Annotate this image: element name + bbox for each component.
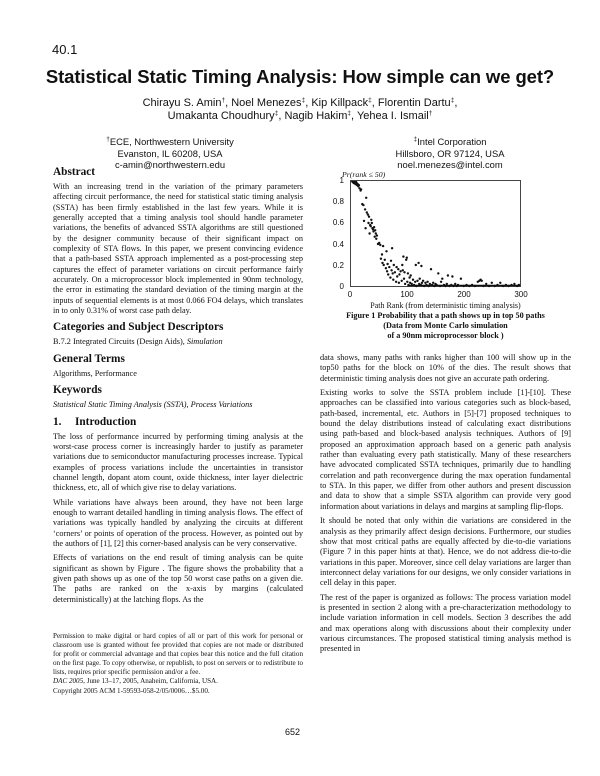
y-tick: 0.2 xyxy=(332,261,344,270)
intro-paragraph: Existing works to solve the SSTA problem include [1]-[10]. These approaches can be classified into various categories such as block-based, path-based, incremental, etc. Authors in [5]-[7] proposed techniques to bound the delay distributions instead of calculating exact distributions using path-based and block-based analysis techniques. Authors of [9] proposed an approximation approach based on a generic path analysis rather than evaluating every path statistically. Many of these researchers have advocated complicated SSTA techniques, primarily due to handling correlation and path reconvergence during the max operation fundamental to STA. In this paper, we differ from other authors and present discussion and data to show that a simple SSTA algorithm can provide very good information about variations in delays and margins at sampling flip-flops. xyxy=(320,388,571,511)
affiliation-mark: ‡ xyxy=(413,136,418,143)
conference-line xyxy=(53,677,303,686)
caption-line: of a 90nm microprocessor block ) xyxy=(387,331,504,340)
categories-italic: Simulation xyxy=(186,337,223,347)
affiliation-org: ECE, Northwestern University xyxy=(109,136,234,147)
intro-paragraph: The rest of the paper is organized as follows: The process variation model is presented in section 2 along with a pre-characterization methodology to include variation information in cell models. Section 3 describes the add and max operations along with discussions about their complexity under various circumstances. The proposed statistical timing analysis method is presented in xyxy=(320,592,571,654)
author-line-2: Umakanta Choudhury‡, Nagib Hakim‡, Yehea I. Ismail† xyxy=(167,110,433,122)
affiliation-mark: † xyxy=(221,97,226,104)
y-tick: 0.6 xyxy=(332,218,344,227)
general-terms-heading: General Terms xyxy=(53,352,125,365)
section-number: 1. xyxy=(53,415,62,428)
abstract-text: With an increasing trend in the variation of the primary parameters affecting circuit performance, the need for statistical static timing analysis (SSTA) has been firmly established in the last few years. While it is generally accepted that a timing analysis tool should handle parameter variations, the benefits of advanced SSTA algorithms are still questioned by the designer community because of their significant impact on complexity of STA flows. In this paper, we present convincing evidence that a path-based SSTA approach implemented as a post-processing step captures the effect of parameter variations on circuit performance fairly accurately. On a microprocessor block implemented in 90nm technology, the error in estimating the standard deviation of the timing margin at the inputs of sequential elements is at most 0.066 FO4 delays, which translates in to only 0.31% of worst case path delay. xyxy=(53,182,303,316)
affiliation-intel xyxy=(350,136,550,171)
page-number: 652 xyxy=(285,727,301,737)
affiliation-address: Evanston, IL 60208, USA xyxy=(117,147,223,159)
caption-line: Figure 1 Probability that a path shows up in top 50 paths xyxy=(346,311,545,320)
scatter-plot xyxy=(350,180,521,287)
author: Yehea I. Ismail xyxy=(356,110,429,122)
affiliation-mark: ‡ xyxy=(347,110,352,117)
section-title: Introduction xyxy=(75,415,137,428)
author: Kip Killpack xyxy=(311,97,369,109)
permission-text: Permission to make digital or hard copies of all or part of this work for personal or classroom use is granted without fee provided that copies are not made or distributed for profit or commercial advantage and that copies bear this notice and the full citation on the first page. To copy otherwise, or republish, to post on servers or to redistribute to lists, requires prior specific permission and/or a fee. xyxy=(53,632,303,677)
x-tick: 100 xyxy=(400,290,414,299)
keywords-text: Statistical Static Timing Analysis (SSTA), Process Variations xyxy=(53,400,253,410)
author-line-1: Chirayu S. Amin†, Noel Menezes‡, Kip Killpack‡, Florentin Dartu‡, xyxy=(142,97,458,109)
categories-text xyxy=(53,337,303,347)
y-tick: 0.8 xyxy=(332,197,344,206)
author-list xyxy=(0,97,600,123)
affiliation-mark: ‡ xyxy=(450,97,455,104)
intro-paragraph: While variations have always been around, they have not been large enough to warrant detailed handling in timing analysis flows. The effect of variations was typically handled by analyzing the circuits at different ‘corners’ or points of operation of the process. However, as pointed out by the authors of [1], [2] this corner-based analysis can be very conservative. xyxy=(53,497,303,548)
caption-line: (Data from Monte Carlo simulation xyxy=(383,321,508,330)
paper-title: Statistical Static Timing Analysis: How simple can we get? xyxy=(45,66,555,87)
categories-heading: Categories and Subject Descriptors xyxy=(53,321,224,334)
affiliation-mark: † xyxy=(106,136,110,143)
categories-value: B.7.2 Integrated Circuits (Design Aids), xyxy=(53,337,187,347)
intro-paragraph: The loss of performance incurred by performing timing analysis at the worst-case process corner is increasingly harder to justify as parameter variations due to semiconductor manufacturing processes increase. Typical examples of process variations include the uncertainties in transistor channel length, dopant atom count, oxide thickness, inter layer dielectric thickness, etc, all of which give rise to delay variations. xyxy=(53,431,303,493)
y-tick: 0.4 xyxy=(332,240,344,249)
conference-details: , June 13–17, 2005, Anaheim, California, USA. xyxy=(83,677,218,686)
introduction-heading xyxy=(53,416,303,429)
author-email[interactable]: noel.menezes@intel.com xyxy=(397,159,503,171)
x-tick: 0 xyxy=(347,290,353,299)
x-tick: 300 xyxy=(514,290,528,299)
scatter-points xyxy=(351,181,522,288)
figure-1 xyxy=(320,170,571,350)
right-column xyxy=(320,353,571,659)
x-axis-label: Path Rank (from deterministic timing analysis) xyxy=(370,301,521,310)
conference-name: DAC 2005 xyxy=(53,677,84,686)
copyright-line: Copyright 2005 ACM 1-59593-058-2/05/0006…$5.00. xyxy=(53,686,210,695)
affiliation-mark: ‡ xyxy=(368,97,372,104)
session-number: 40.1 xyxy=(52,42,78,57)
affiliation-mark: † xyxy=(428,110,433,117)
y-tick: 0 xyxy=(339,282,344,291)
author-email[interactable]: c-amin@northwestern.edu xyxy=(114,159,226,171)
intro-paragraph: data shows, many paths with ranks higher than 100 will show up in the top50 paths for the block on 10% of the dies. The result shows that deterministic timing analysis does not give an accurate path ordering. xyxy=(320,353,571,383)
y-axis-label: Pr(rank ≤ 50) xyxy=(342,170,386,179)
affiliation-address: Hillsboro, OR 97124, USA xyxy=(395,147,505,159)
intro-paragraph: It should be noted that only within die variations are considered in the analysis as they primarily affect design decisions. Furthermore, our studies show that most critical paths are equally affected by die-to-die variations (Figure 7 in this paper hints at that). Hence, we do not address die-to-die variations in this paper. Moreover, since cell delay variations are larger than interconnect delay variations for our designs, we only consider variations in cell delay in this paper. xyxy=(320,516,571,588)
author: Florentin Dartu xyxy=(377,97,451,109)
author: Chirayu S. Amin xyxy=(142,97,222,109)
intro-paragraph: Effects of variations on the end result of timing analysis can be quite significant as shown by Figure . The figure shows the probability that a given path shows up as one of the top 50 worst case paths on a given die. The paths are ranked on the x-axis by margins (calculated deterministically) at the latching flops. As the xyxy=(53,553,303,604)
permission-notice xyxy=(53,632,303,696)
y-tick: 1 xyxy=(339,176,344,185)
affiliation-mark: ‡ xyxy=(274,110,279,117)
general-terms-text: Algorithms, Performance xyxy=(53,368,137,378)
affiliation-mark: ‡ xyxy=(301,97,306,104)
keywords-heading: Keywords xyxy=(53,384,102,397)
author: Umakanta Choudhury xyxy=(167,110,275,122)
figure-caption xyxy=(320,311,571,341)
abstract-heading: Abstract xyxy=(53,166,96,178)
left-column xyxy=(53,166,303,609)
affiliation-org: Intel Corporation xyxy=(417,136,487,147)
author: Noel Menezes xyxy=(231,97,302,109)
x-tick: 200 xyxy=(457,290,471,299)
author: Nagib Hakim xyxy=(284,110,348,122)
